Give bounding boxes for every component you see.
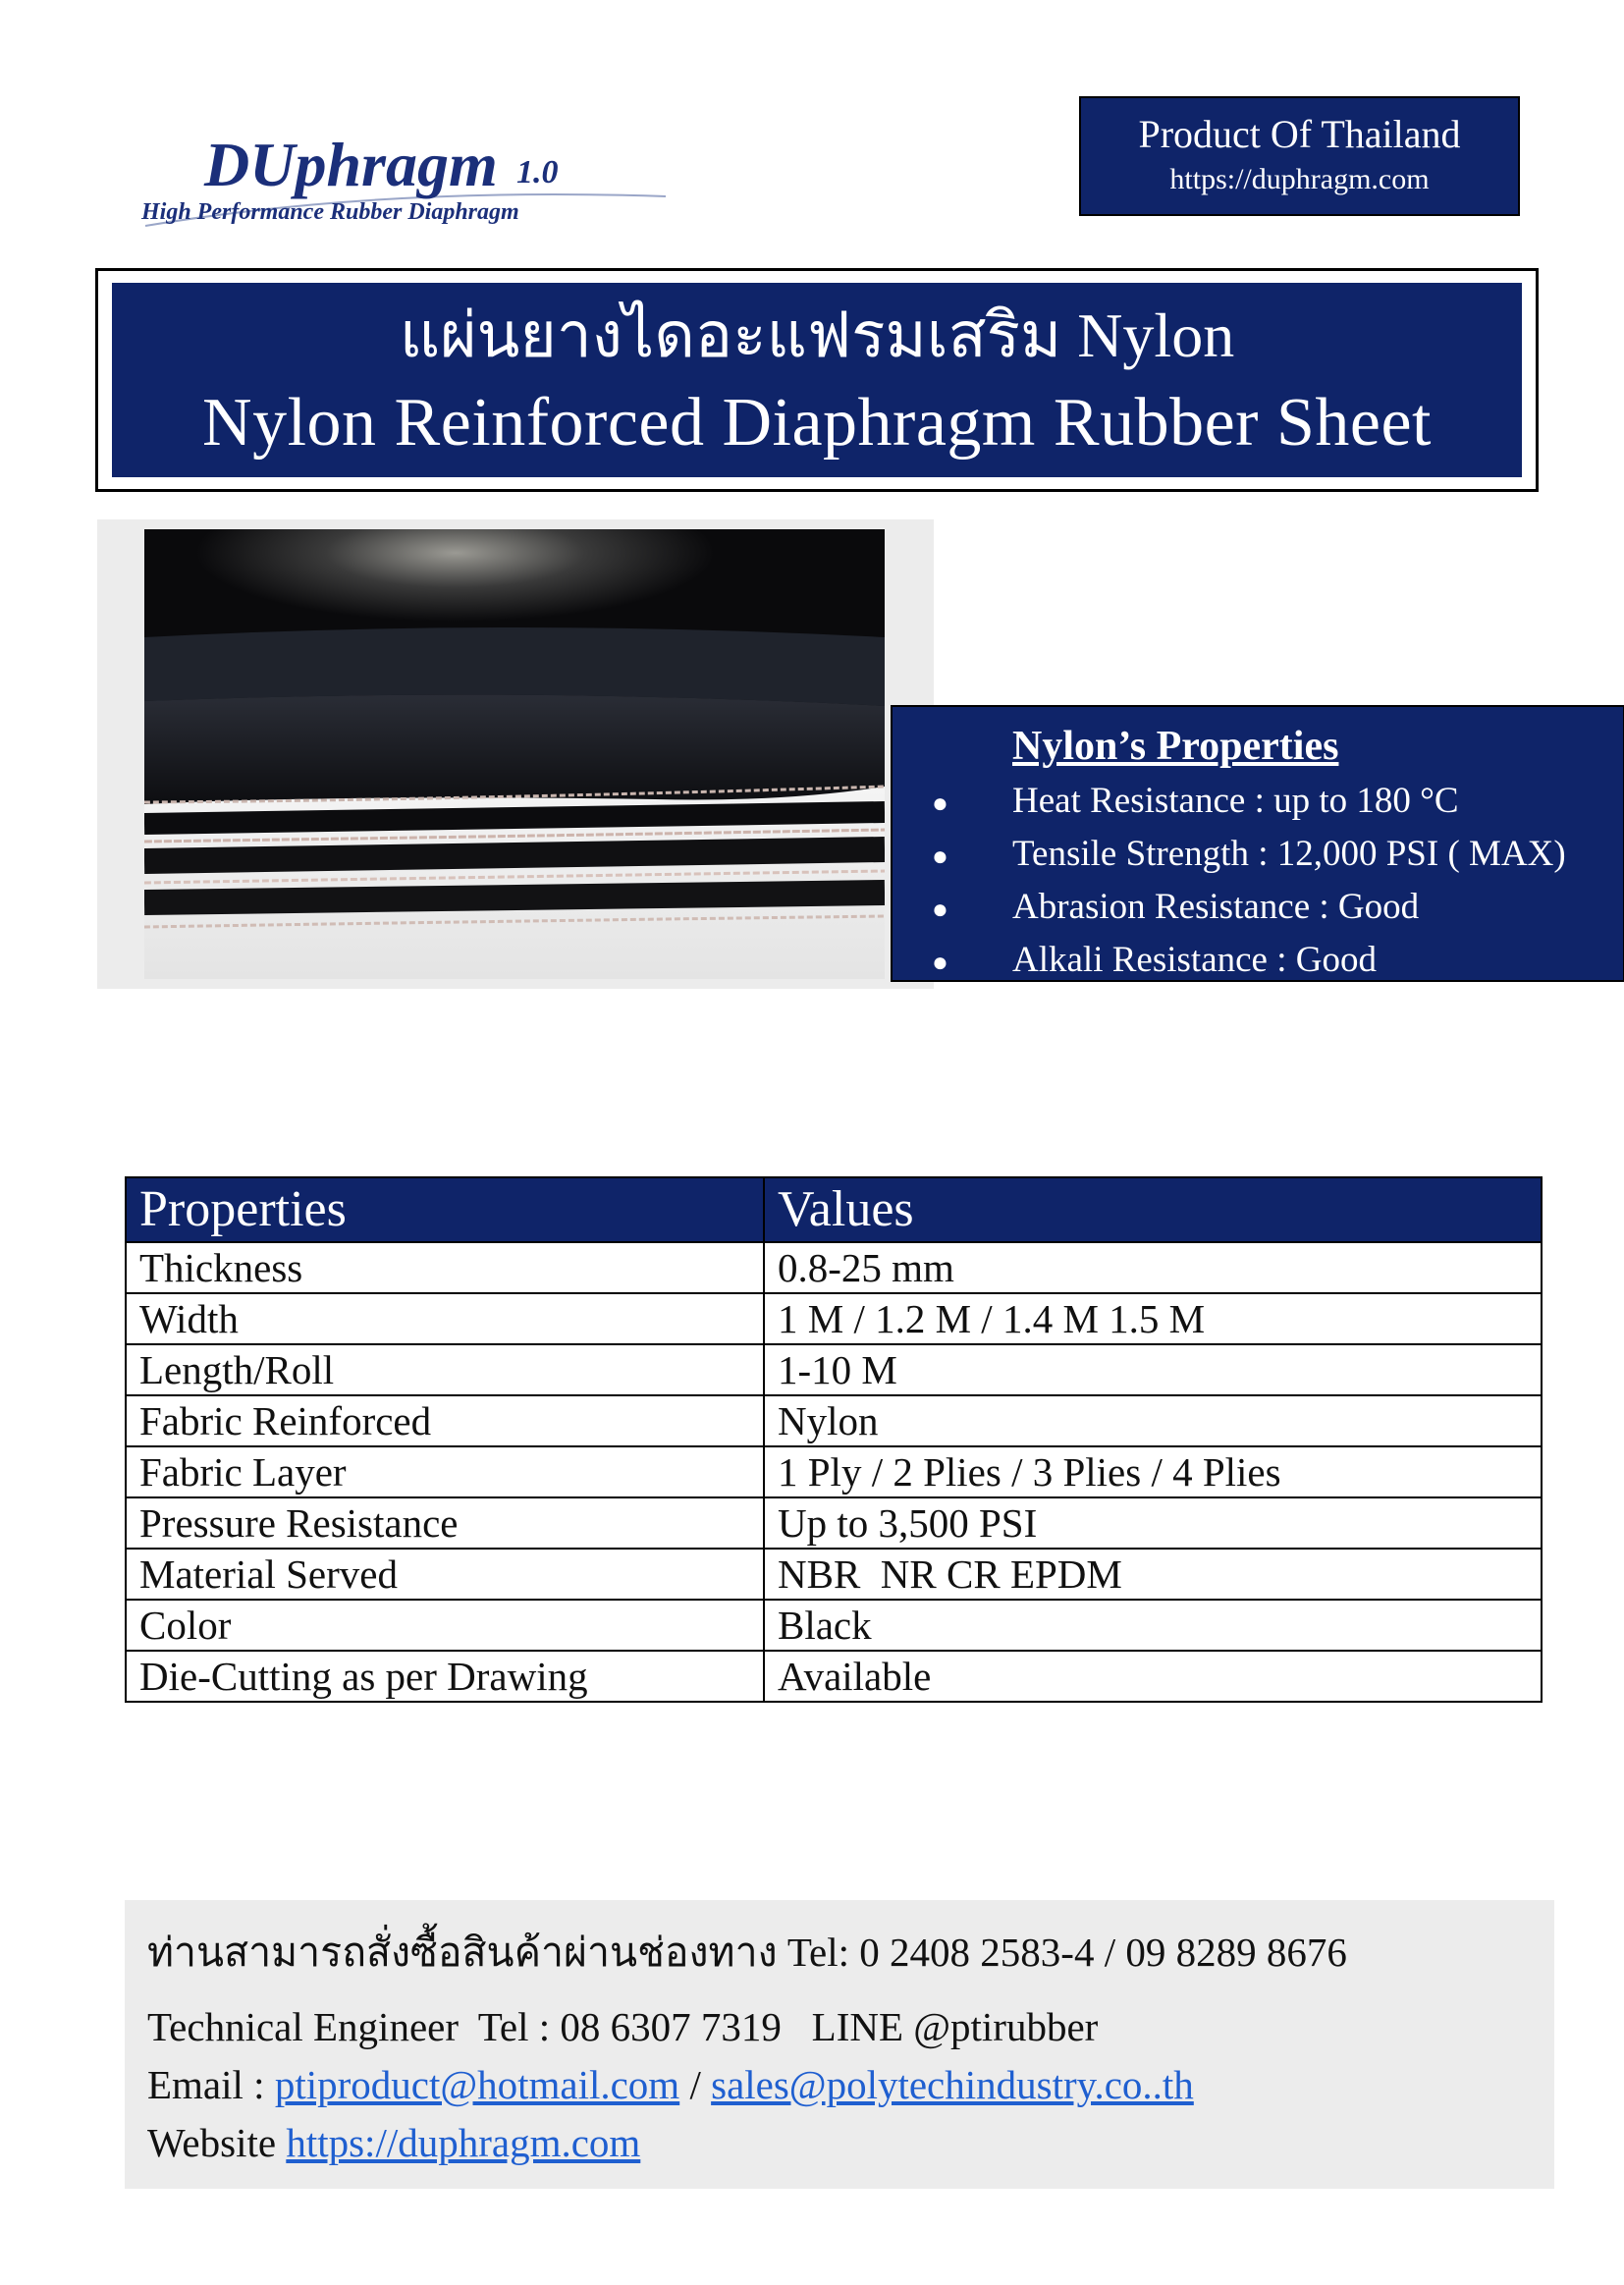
- origin-title: Product Of Thailand: [1138, 112, 1461, 156]
- table-row: [126, 1293, 1542, 1344]
- table-header-row: [126, 1177, 1542, 1242]
- origin-badge: [1079, 96, 1520, 216]
- bullet-icon: ●: [932, 789, 948, 820]
- list-item: [932, 829, 1566, 882]
- origin-url: https://duphragm.com: [1169, 163, 1430, 195]
- value-cell: 1 M / 1.2 M / 1.4 M 1.5 M: [764, 1293, 1542, 1344]
- email-link-sales[interactable]: sales@polytechindustry.co..th: [711, 2062, 1194, 2107]
- value-cell: Up to 3,500 PSI: [764, 1497, 1542, 1549]
- bullet-icon: ●: [932, 948, 948, 979]
- engineer-line: Technical Engineer Tel : 08 6307 7319 LINE @ptirubber: [147, 2004, 1099, 2049]
- table-row: [126, 1549, 1542, 1600]
- website-label: Website: [147, 2120, 287, 2165]
- property-cell: Width: [126, 1293, 764, 1344]
- contact-panel: [125, 1900, 1554, 2189]
- value-cell: 0.8-25 mm: [764, 1242, 1542, 1293]
- property-text: Alkali Resistance : Good: [1012, 940, 1377, 981]
- property-cell: Fabric Layer: [126, 1446, 764, 1497]
- property-cell: Die-Cutting as per Drawing: [126, 1651, 764, 1702]
- nylon-properties-panel: [891, 705, 1624, 982]
- table-row: [126, 1651, 1542, 1702]
- email-link-ptiproduct[interactable]: ptiproduct@hotmail.com: [274, 2062, 680, 2107]
- table-row: [126, 1242, 1542, 1293]
- property-cell: Thickness: [126, 1242, 764, 1293]
- spec-table: [125, 1176, 1543, 1703]
- column-header-properties: Properties: [126, 1177, 764, 1242]
- title-english: Nylon Reinforced Diaphragm Rubber Sheet: [202, 385, 1432, 461]
- logo-version: 1.0: [516, 154, 559, 190]
- logo-wordmark: DUphragm: [204, 130, 498, 199]
- email-label: Email :: [147, 2062, 275, 2107]
- value-cell: 1-10 M: [764, 1344, 1542, 1395]
- list-item: [932, 935, 1566, 988]
- brand-logo: [135, 128, 597, 236]
- value-cell: Black: [764, 1600, 1542, 1651]
- nylon-properties-list: [932, 776, 1566, 988]
- bullet-icon: ●: [932, 842, 948, 873]
- property-cell: Color: [126, 1600, 764, 1651]
- title-frame: [95, 268, 1539, 492]
- column-header-values: Values: [764, 1177, 1542, 1242]
- value-cell: Available: [764, 1651, 1542, 1702]
- product-photo: [144, 529, 885, 979]
- title-banner: [112, 283, 1522, 477]
- website-line: [147, 2118, 640, 2167]
- property-cell: Pressure Resistance: [126, 1497, 764, 1549]
- table-row: [126, 1446, 1542, 1497]
- email-separator: /: [679, 2062, 712, 2107]
- property-cell: Material Served: [126, 1549, 764, 1600]
- table-row: [126, 1600, 1542, 1651]
- property-text: Abrasion Resistance : Good: [1012, 887, 1420, 928]
- logo-tagline: High Performance Rubber Diaphragm: [141, 199, 519, 225]
- value-cell: NBR NR CR EPDM: [764, 1549, 1542, 1600]
- email-line: [147, 2060, 1194, 2109]
- order-line: ท่านสามารถสั่งซื้อสินค้าผ่านช่องทาง Tel: 0 2408 2583-4 / 09 8289 8676: [147, 1930, 1347, 1975]
- rubber-sheet-image: [144, 529, 885, 979]
- property-text: Heat Resistance : up to 180 °C: [1012, 781, 1459, 821]
- list-item: [932, 882, 1566, 935]
- property-cell: Length/Roll: [126, 1344, 764, 1395]
- table-row: [126, 1497, 1542, 1549]
- list-item: [932, 776, 1566, 829]
- property-text: Tensile Strength : 12,000 PSI ( MAX): [1012, 834, 1566, 875]
- value-cell: Nylon: [764, 1395, 1542, 1446]
- product-photo-frame: [97, 519, 934, 989]
- property-cell: Fabric Reinforced: [126, 1395, 764, 1446]
- value-cell: 1 Ply / 2 Plies / 3 Plies / 4 Plies: [764, 1446, 1542, 1497]
- table-row: [126, 1395, 1542, 1446]
- website-link[interactable]: https://duphragm.com: [286, 2120, 641, 2165]
- table-row: [126, 1344, 1542, 1395]
- bullet-icon: ●: [932, 895, 948, 926]
- nylon-properties-heading: Nylon’s Properties: [1012, 724, 1339, 769]
- title-thai: แผ่นยางไดอะแฟรมเสริม Nylon: [399, 300, 1235, 370]
